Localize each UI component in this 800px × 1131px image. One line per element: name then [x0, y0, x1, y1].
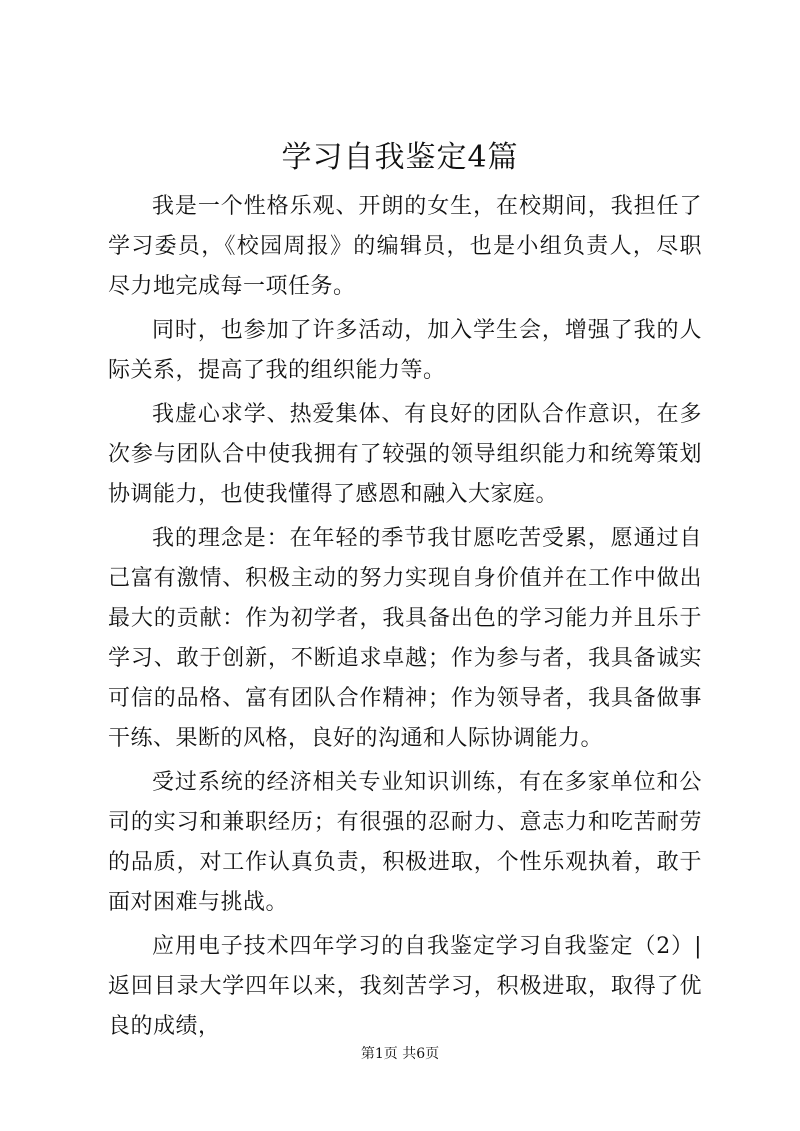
paragraph-6: 应用电子技术四年学习的自我鉴定学习自我鉴定（2）|返回目录大学四年以来，我刻苦学习，积极进取，取得了优良的成绩，: [108, 934, 702, 1039]
paragraph-4: 我的理念是：在年轻的季节我甘愿吃苦受累，愿通过自己富有激情、积极主动的努力实现自身价值并在工作中做出最大的贡献：作为初学者，我具备出色的学习能力并且乐于学习、敢于创新，不断追求卓越；作为参与者，我具备诚实可信的品格、富有团队合作精神；作为领导者，我具备做事干练、果断的风格，良好的沟通和人际协调能力。: [108, 526, 702, 751]
paragraph-2: 同时，也参加了许多活动，加入学生会，增强了我的人际关系，提高了我的组织能力等。: [108, 318, 702, 383]
paragraph-3: 我虚心求学、热爱集体、有良好的团队合作意识，在多次参与团队合中使我拥有了较强的领导组织能力和统筹策划协调能力，也使我懂得了感恩和融入大家庭。: [108, 402, 702, 507]
document-body: [108, 187, 702, 1047]
page-title: 学习自我鉴定4篇: [281, 140, 519, 175]
paragraph-1: 我是一个性格乐观、开朗的女生，在校期间，我担任了学习委员，《校园周报》的编辑员，也是小组负责人，尽职尽力地完成每一项任务。: [108, 194, 702, 299]
page-footer: 第1页 共6页: [360, 1046, 440, 1062]
paragraph-5: 受过系统的经济相关专业知识训练，有在多家单位和公司的实习和兼职经历；有很强的忍耐力、意志力和吃苦耐劳的品质，对工作认真负责，积极进取，个性乐观执着，敢于面对困难与挑战。: [108, 770, 702, 915]
